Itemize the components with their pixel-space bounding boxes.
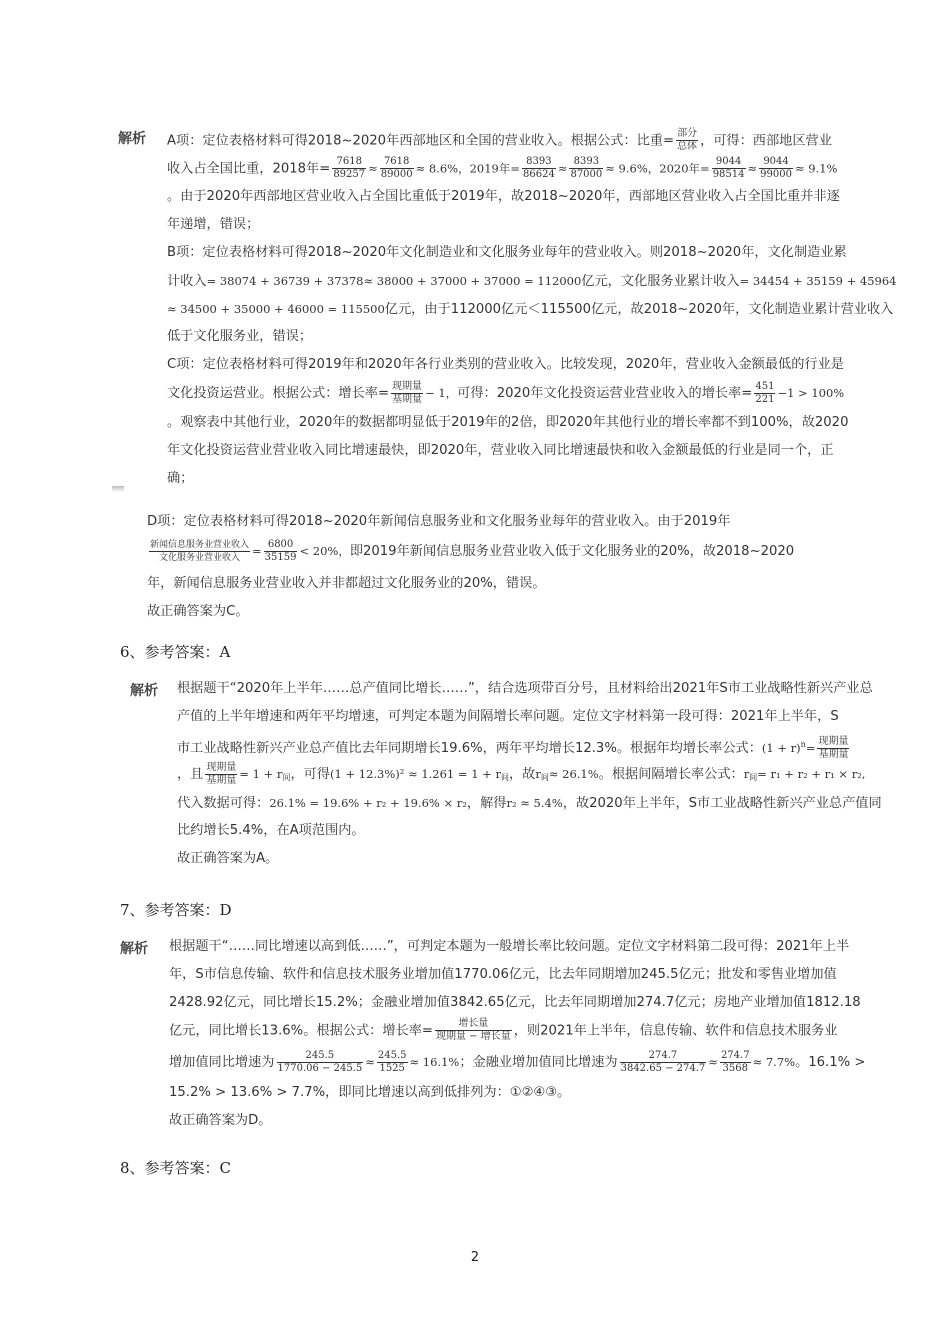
text-line: ，且 $\frac{\text{现期量}}{\text{基期量}}$ = $1 + r_间$，可得$(1 + 12.3\%)^2 \approx 1.261 = 1 + r_间$，故$r_间\approx 26.1\%$。根据间隔增长率公式：$r_间= r_1 + r_2 + r_1 \times r_2$, (177, 761, 866, 786)
text-line: 确； (167, 471, 194, 486)
text-line: 代入数据可得：26.1% = 19.6% + r₂ + 19.6% × r₂，解得r₂ ≈ 5.4%，故2020年上半年，S市工业战略性新兴产业总产值同 (177, 796, 882, 811)
text-line: 根据题干“……同比增速以高到低……”，可判定本题为一般增长率比较问题。定位文字材料第二段可得：2021年上半 (169, 939, 850, 954)
answer-heading-7: 7、参考答案：D (120, 901, 232, 919)
fraction: $\frac{\text{部分}}{\text{总体}}$ (677, 128, 698, 152)
scan-divider (112, 486, 124, 492)
text-line: 文化投资运营业。根据公式：增长率= $\frac{\text{现期量}}{\text{基期量}}$ − 1，可得：2020年文化投资运营业营业收入的增长率= $\frac{451}{221}$ −1 > 100% (167, 380, 845, 405)
page-number: 2 (470, 1250, 480, 1265)
analysis-block-d (147, 513, 877, 623)
text-line: B项：定位表格材料可得2018~2020年文化制造业和文化服务业每年的营业收入。则2018~2020年，文化制造业累 (167, 245, 847, 260)
text-line: 产值的上半年增速和两年平均增速，可判定本题为间隔增长率问题。定位文字材料第一段可得：2021年上半年，S (177, 709, 839, 724)
text-line: 故正确答案为C。 (147, 604, 249, 619)
text-line: 增加值同比增速为 $\frac{245.5}{1770.06 - 245.5}$ ≈ $\frac{245.5}{1525}$ ≈ 16.1%；金融业增加值同比增速为 $\frac{274.7}{3842.65 - 274.7}$ ≈ $\frac{274.7}{3568}$ ≈ 7.7%。16.1% > (169, 1049, 866, 1074)
text-line: C项：定位表格材料可得2019年和2020年各行业类别的营业收入。比较发现，2020年，营业收入金额最低的行业是 (167, 357, 844, 372)
text-line: 。观察表中其他行业，2020年的数据都明显低于2019年的2倍，即2020年其他行业的增长率都不到100%，故2020 (167, 415, 849, 430)
text-line: 比约增长5.4%，在A项范围内。 (177, 823, 365, 838)
analysis-label-7: 解析 (120, 941, 148, 957)
text-line: 根据题干“2020年上半年……总产值同比增长……”，结合选项带百分号，且材料给出2021年S市工业战略性新兴产业总 (177, 681, 873, 696)
analysis-label-6: 解析 (130, 683, 158, 699)
text-line: 收入占全国比重，2018年= $\frac{7618}{89257}$ ≈ $\frac{7618}{89000}$ ≈ 8.6%，2019年= $\frac{8393}{86624}$ ≈ $\frac{8393}{87000}$ ≈ 9.6%，2020年= $\frac{9044}{98514}$ ≈ $\frac{9044}{99000}$ ≈ 9.1% (167, 156, 838, 180)
text-line: 年，S市信息传输、软件和信息技术服务业增加值1770.06亿元，比去年同期增加245.5亿元；批发和零售业增加值 (169, 967, 837, 982)
text-line: ≈ 34500 + 35000 + 46000 = 115500亿元，由于112000亿元＜115500亿元，故2018~2020年，文化制造业累计营业收入 (167, 302, 894, 317)
answer-heading-8: 8、参考答案：C (120, 1159, 232, 1177)
text-line: 年递增，错误； (167, 217, 260, 232)
analysis-label-a: 解析 (118, 131, 146, 147)
text-line: 15.2% > 13.6% > 7.7%，即同比增速以高到低排列为：①②④③。 (169, 1085, 571, 1100)
text-line: 。由于2020年西部地区营业收入占全国比重低于2019年，故2018~2020年，西部地区营业收入占全国比重并非逐 (167, 189, 840, 204)
text-line: 低于文化服务业，错误； (167, 329, 313, 344)
analysis-block-7 (169, 938, 877, 1138)
text-line: 计收入= 38074 + 36739 + 37378≈ 38000 + 37000 + 37000 = 112000亿元，文化服务业累计收入= 34454 + 35159 + 45964 (167, 274, 897, 289)
text-line: 年文化投资运营业营业收入同比增速最快，即2020年，营业收入同比增速最快和收入金额最低的行业是同一个，正 (167, 443, 834, 458)
text-line: 2428.92亿元，同比增长15.2%；金融业增加值3842.65亿元，比去年同期增加274.7亿元；房地产业增加值1812.18 (169, 995, 861, 1010)
text-line: 亿元，同比增长13.6%。根据公式：增长率= $\frac{\text{增长量}}{\text{现期量 − 增长量}}$ ，则2021年上半年，信息传输、软件和信息技术服务业 (169, 1018, 838, 1042)
text-line: 故正确答案为D。 (169, 1113, 272, 1128)
text-line: $\frac{\text{新闻信息服务业营业收入}}{\text{文化服务业营业收入}}$ = $\frac{6800}{35159}$ < 20%，即2019年新闻信息服务业营业收入低于文化服务业的20%，故2018~2020 (150, 538, 795, 563)
text-line: D项：定位表格材料可得2018~2020年新闻信息服务业和文化服务业每年的营业收入。由于2019年 (147, 514, 731, 529)
text-line: 年，新闻信息服务业营业收入并非都超过文化服务业的20%，错误。 (147, 576, 546, 591)
text-line: 市工业战略性新兴产业总产值比去年同期增长19.6%，两年平均增长12.3%。根据年均增长率公式：$(1 + r)^n=$ $\frac{\text{现期量}}{\text{基期量}}$ (177, 735, 849, 760)
text-line: 故正确答案为A。 (177, 851, 279, 866)
answer-heading-6: 6、参考答案：A (120, 643, 231, 661)
analysis-block-6 (177, 680, 882, 870)
text-line: A项：定位表格材料可得2018~2020年西部地区和全国的营业收入。根据公式：比重= $\frac{\text{部分}}{\text{总体}}$ ，可得：西部地区营业 (167, 128, 832, 152)
analysis-block-a (167, 128, 897, 490)
